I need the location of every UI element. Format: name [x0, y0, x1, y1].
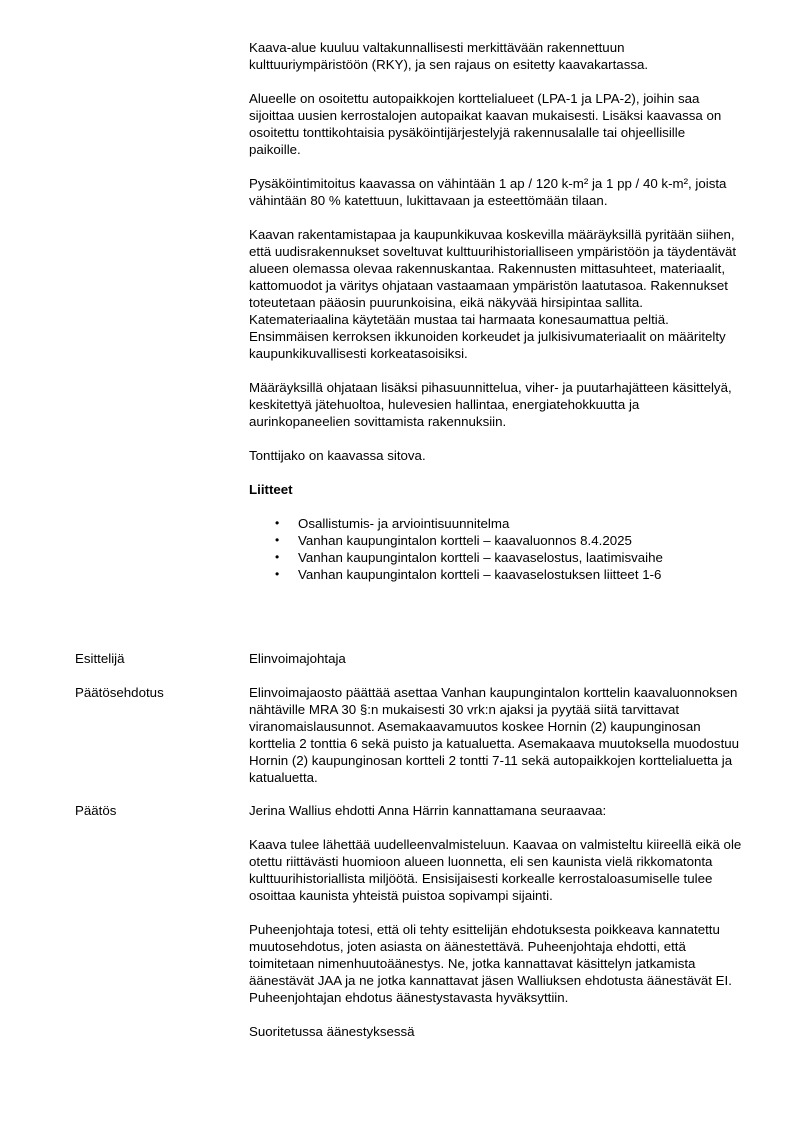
decision-voting-result: Suoritetussa äänestyksessä: [249, 1024, 415, 1039]
bullet-icon: •: [275, 567, 280, 581]
attachment-item: [249, 549, 739, 566]
bullet-icon: •: [275, 516, 280, 530]
paragraph-building-style: Kaavan rakentamistapaa ja kaupunkikuvaa koskevilla määräyksillä pyritään siihen, että uudisrakennukset soveltuvat kulttuurihistorialliseen ympäristöön ja täydentävät alueen olemassa olevaa rakennuskantaa. Rakennusten mittasuhteet, materiaalit, kattomuodot ja väritys ohjataan vastaamaan ympäristön laatutasoa. Rakennukset toteutetaan pääosin puurunkoisina, eikä näkyvää hirsipintaa sallita. Katemateriaalina käytetään mustaa tai harmaata konesaumattua peltiä. Ensimmäisen kerroksen ikkunoiden korkeudet ja julkisivumateriaalit on määritelty kaupunkikuvallisesti korkeatasoisiksi.: [249, 227, 737, 361]
attachment-item: [249, 532, 739, 549]
paragraph-parking-ratio: Pysäköintimitoitus kaavassa on vähintään 1 ap / 120 k-m² ja 1 pp / 40 k-m², joista vähintään 80 % katettuun, lukittavaan ja esteettömään tilaan.: [249, 176, 727, 208]
attachment-item: [249, 515, 739, 532]
presenter-value: Elinvoimajohtaja: [249, 651, 346, 666]
paragraph-rky: Kaava-alue kuuluu valtakunnallisesti merkittävään rakennettuun kulttuuriympäristöön (RKY), ja sen rajaus on esitetty kaavakartassa.: [249, 40, 649, 72]
paragraph-parking-areas: Alueelle on osoitettu autopaikkojen korttelialueet (LPA-1 ja LPA-2), joihin saa sijoittaa uusien kerrostalojen autopaikat kaavan mukaisesti. Lisäksi kaavassa on osoitettu tonttikohtaisia pysäköintijärjestelyjä rakennusalalle tai ohjeellisille paikoille.: [249, 91, 722, 157]
attachment-item: [249, 566, 739, 583]
decision-voting-procedure: Puheenjohtaja totesi, että oli tehty esittelijän ehdotuksesta poikkeava kannatettu muutosehdotus, joten asiasta on äänestettävä. Puheenjohtaja ehdotti, että toimitetaan nimenhuutoäänestys. Ne, jotka kannattavat käsittelyn jatkamista äänestävät JAA ja ne jotka kannattavat jäsen Walliuksen ehdotusta äänestävät EI. Puheenjohtajan ehdotus äänestystavasta hyväksyttiin.: [249, 922, 732, 1005]
proposal-label: Päätösehdotus: [75, 685, 164, 700]
paragraph-plot-division: Tonttijako on kaavassa sitova.: [249, 448, 426, 463]
attachments-list: [249, 515, 739, 583]
decision-content: [249, 802, 744, 1040]
decision-counterproposal: Kaava tulee lähettää uudelleenvalmisteluun. Kaavaa on valmisteltu kiireellä eikä ole otettu riittävästi huomioon alueen luonnetta, eli sen kaunista vielä rikkomatonta kulttuurihistoriallista miljöötä. Ensisijaisesti korkealle kerrostaloasumiselle tulee osoittaa kaunista yhteistä puistoa sopivampi sijainti.: [249, 837, 742, 903]
decision-proposal-intro: Jerina Wallius ehdotti Anna Härrin kannattamana seuraavaa:: [249, 803, 607, 818]
bullet-icon: •: [275, 550, 280, 564]
attachment-label: Vanhan kaupungintalon kortteli – kaavaselostuksen liitteet 1-6: [298, 567, 662, 582]
presenter-label: Esittelijä: [75, 651, 125, 666]
proposal-value: Elinvoimajaosto päättää asettaa Vanhan kaupungintalon korttelin kaavaluonnoksen nähtäville MRA 30 §:n mukaisesti 30 vrk:n ajaksi ja pyytää siitä tarvittavat viranomaislausunnot. Asemakaavamuutos koskee Hornin (2) kaupunginosan korttelia 2 tonttia 6 sekä puisto ja katualuetta. Asemakaava muutoksella muodostuu Hornin (2) kaupunginosan kortteli 2 tontti 7-11 sekä autopaikkojen korttelialuetta ja katualuetta.: [249, 685, 740, 785]
paragraph-regulations: Määräyksillä ohjataan lisäksi pihasuunnittelua, viher- ja puutarhajätteen käsittelyä, keskitettyä jätehuoltoa, hulevesien hallintaa, energiatehokkuutta ja aurinkopaneelien sovittamista rakennuksiin.: [249, 380, 732, 429]
decision-label: Päätös: [75, 803, 117, 818]
attachment-label: Osallistumis- ja arviointisuunnitelma: [298, 516, 510, 531]
intro-section: [249, 39, 739, 583]
attachment-label: Vanhan kaupungintalon kortteli – kaavaluonnos 8.4.2025: [298, 533, 632, 548]
attachment-label: Vanhan kaupungintalon kortteli – kaavaselostus, laatimisvaihe: [298, 550, 663, 565]
bullet-icon: •: [275, 533, 280, 547]
attachments-heading: Liitteet: [249, 482, 293, 497]
